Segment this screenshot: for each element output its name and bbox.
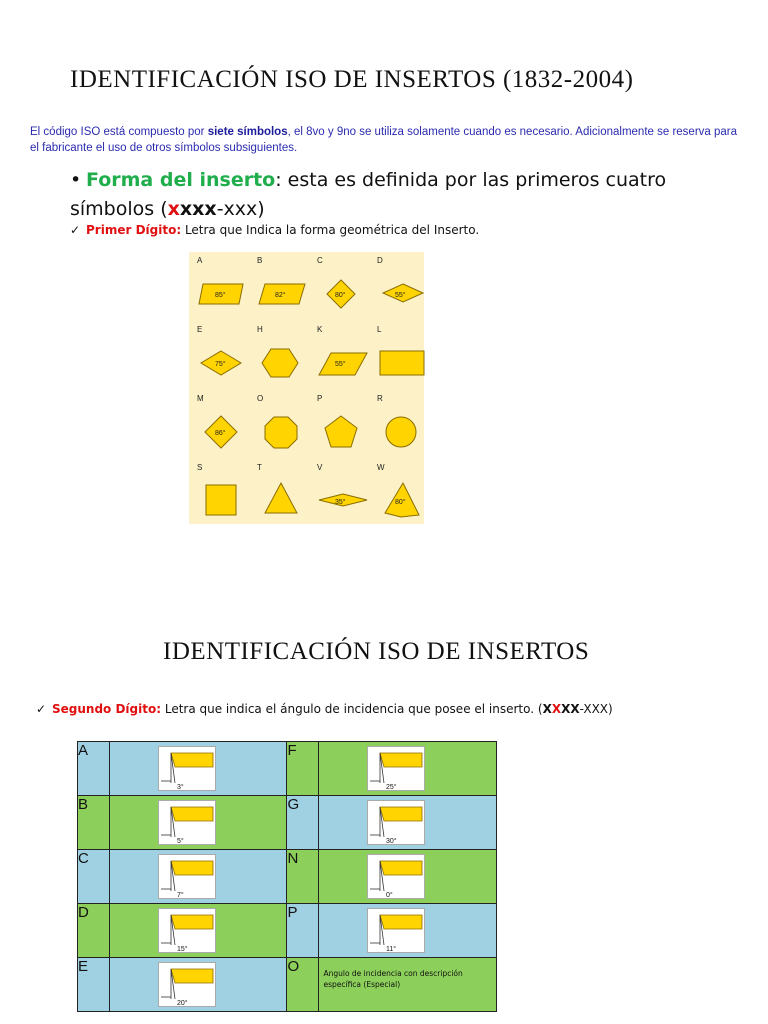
angle-diagram-box [158, 908, 216, 953]
segundo-digito-line [36, 702, 613, 716]
shape-letter: O [257, 394, 264, 403]
bullet-heading: Forma del inserto [86, 169, 276, 191]
shape-angle-label: 75° [215, 361, 226, 368]
shape-m [191, 392, 249, 458]
circle-icon [375, 408, 429, 454]
angle-diagram-cell [109, 850, 287, 904]
shape-c [311, 254, 369, 320]
angle-diagram-box [158, 962, 216, 1007]
shape-p [311, 392, 369, 458]
angle-letter: B [78, 796, 110, 850]
bullet-dot: • [70, 169, 82, 191]
shape-letter: B [257, 256, 263, 265]
angle-diagram-box [158, 800, 216, 845]
clearance-insert-icon [159, 855, 215, 898]
angle-diagram-cell [109, 796, 287, 850]
intro-bold: siete símbolos [207, 126, 288, 138]
angle-letter: C [78, 850, 110, 904]
angle-diagram-box [367, 908, 425, 953]
trigon-80-icon [375, 477, 429, 523]
rectangle-icon [375, 339, 429, 385]
clearance-angle-table [77, 741, 497, 1012]
angle-diagram-cell [319, 796, 497, 850]
shape-angle-label: 80° [335, 292, 346, 299]
shape-letter: C [317, 256, 323, 265]
clearance-angle-label: 7° [176, 892, 184, 898]
clearance-angle-label: 30° [386, 838, 398, 844]
shape-v [311, 461, 369, 527]
table-row [78, 904, 497, 958]
slide2-title: IDENTIFICACIÓN ISO DE INSERTOS [163, 638, 590, 665]
shape-angle-label: 55° [395, 292, 406, 299]
parallelogram-85-icon [195, 270, 249, 316]
clearance-insert-icon [368, 855, 424, 898]
primer-digito-label: Primer Dígito: [86, 223, 182, 237]
bullet-text: : esta es definida por las primeros cuatro símbolos ( [70, 169, 667, 220]
clearance-insert-icon [368, 909, 424, 952]
code-red: x [167, 198, 180, 220]
clearance-insert-icon [159, 801, 215, 844]
rhombus-75-icon [195, 339, 249, 385]
clearance-insert-icon [159, 963, 215, 1006]
code-rest: -XXX) [579, 702, 613, 716]
angle-letter: F [287, 742, 319, 796]
shape-k [311, 323, 369, 389]
code-rest: -xxx) [216, 198, 265, 220]
shape-letter: W [377, 463, 385, 472]
clearance-angle-label: 11° [386, 946, 397, 952]
shape-letter: V [317, 463, 323, 472]
shape-angle-label: 85° [215, 292, 226, 299]
angle-diagram-cell [319, 904, 497, 958]
shape-a [191, 254, 249, 320]
shape-letter: R [377, 394, 383, 403]
clearance-insert-icon [159, 747, 215, 790]
shape-letter: T [257, 463, 262, 472]
clearance-insert-icon [159, 909, 215, 952]
clearance-angle-label: 3° [176, 784, 184, 790]
shape-o [251, 392, 309, 458]
clearance-angle-label: 0° [386, 892, 394, 898]
code-bold: xxx [179, 198, 217, 220]
pentagon-icon [315, 408, 369, 454]
slide1-title: IDENTIFICACIÓN ISO DE INSERTOS (1832-2004) [70, 66, 634, 93]
parallelogram-55-icon [315, 339, 369, 385]
shape-letter: D [377, 256, 383, 265]
shape-angle-label: 82° [275, 292, 286, 299]
special-text: Angulo de incidencia con descripción específica (Especial) [323, 969, 463, 989]
table-row [78, 958, 497, 1012]
shape-h [251, 323, 309, 389]
segundo-digito-text: Letra que indica el ángulo de incidencia que posee el inserto. ( [161, 702, 543, 716]
angle-letter: G [287, 796, 319, 850]
shape-r [371, 392, 429, 458]
square-icon [195, 477, 249, 523]
angle-letter: A [78, 742, 110, 796]
shape-letter: L [377, 325, 382, 334]
code-x3: XX [561, 702, 580, 716]
shape-letter: E [197, 325, 203, 334]
rhombus-80-icon [315, 270, 369, 316]
angle-diagram-cell [319, 850, 497, 904]
check-icon: ✓ [36, 702, 47, 716]
rhombus-35-icon [315, 477, 369, 523]
shape-angle-label: 55° [335, 361, 346, 368]
angle-letter: E [78, 958, 110, 1012]
intro-paragraph [30, 124, 745, 156]
angle-diagram-cell [319, 742, 497, 796]
angle-diagram-box [367, 854, 425, 899]
clearance-insert-icon [368, 747, 424, 790]
angle-diagram-box [158, 746, 216, 791]
angle-diagram-box [367, 746, 425, 791]
triangle-icon [255, 477, 309, 523]
parallelogram-82-icon [255, 270, 309, 316]
angle-diagram-box [158, 854, 216, 899]
shape-angle-label: 86° [215, 430, 226, 437]
clearance-angle-label: 25° [386, 784, 398, 790]
primer-digito-line [70, 223, 479, 237]
primer-digito-text: Letra que Indica la forma geométrica del Inserto. [181, 223, 480, 237]
octagon-icon [255, 408, 309, 454]
clearance-angle-label: 20° [176, 1000, 188, 1006]
shape-b [251, 254, 309, 320]
special-description [319, 958, 497, 1012]
intro-text-2: , el 8vo y 9no se utiliza solamente cuando es necesario. Adicionalmente se reserva para el fabricante el uso de otros símbolos subsiguientes. [30, 126, 738, 154]
angle-letter: D [78, 904, 110, 958]
clearance-angle-label: 5° [176, 838, 184, 844]
rhombus-55-icon [375, 270, 429, 316]
table-row [78, 742, 497, 796]
angle-letter: N [287, 850, 319, 904]
code-x2: X [551, 702, 562, 716]
shape-angle-label: 35° [335, 499, 346, 506]
angle-diagram-cell [109, 958, 287, 1012]
shape-angle-label: 80° [395, 499, 406, 506]
shape-letter: S [197, 463, 203, 472]
shape-letter: P [317, 394, 323, 403]
check-icon: ✓ [70, 223, 81, 237]
angle-letter: O [287, 958, 319, 1012]
intro-text-1: El código ISO está compuesto por [30, 126, 208, 138]
code-x1: X [542, 702, 552, 716]
angle-diagram-cell [109, 904, 287, 958]
bullet-forma-inserto [70, 166, 690, 224]
clearance-insert-icon [368, 801, 424, 844]
rhombus-86-icon [195, 408, 249, 454]
angle-letter: P [287, 904, 319, 958]
table-row [78, 850, 497, 904]
shape-d [371, 254, 429, 320]
shape-letter: H [257, 325, 263, 334]
table-row [78, 796, 497, 850]
insert-shapes-panel [189, 252, 424, 524]
shape-letter: M [197, 394, 204, 403]
hexagon-icon [255, 339, 309, 385]
clearance-angle-label: 15° [176, 946, 188, 952]
angle-diagram-cell [109, 742, 287, 796]
shape-letter: A [197, 256, 203, 265]
shape-letter: K [317, 325, 323, 334]
shape-w [371, 461, 429, 527]
shape-t [251, 461, 309, 527]
shape-e [191, 323, 249, 389]
angle-diagram-box [367, 800, 425, 845]
shape-s [191, 461, 249, 527]
segundo-digito-label: Segundo Dígito: [52, 702, 162, 716]
shape-l [371, 323, 429, 389]
